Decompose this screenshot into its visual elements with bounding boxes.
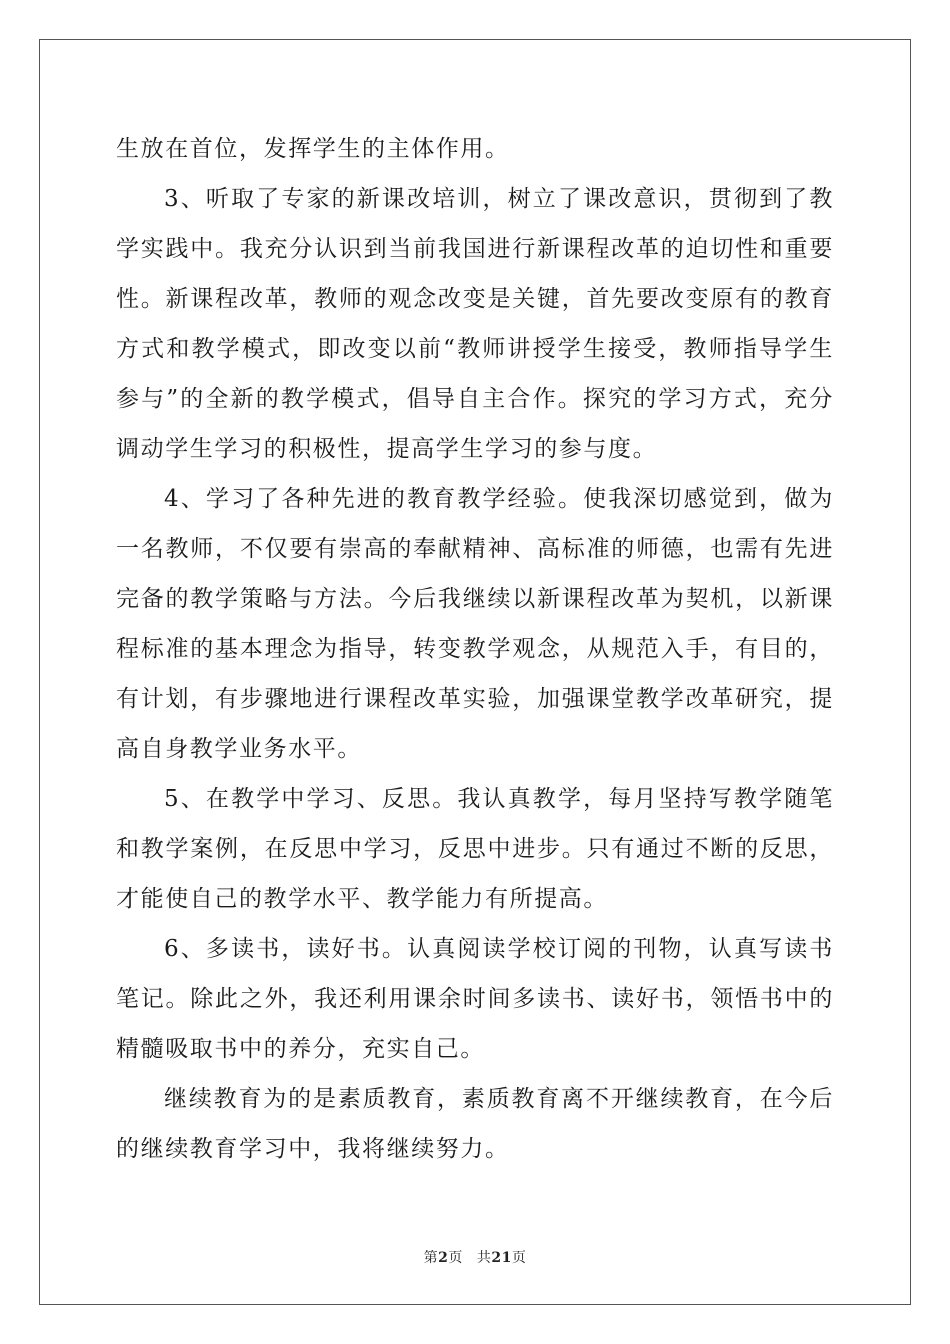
total-prefix: 共 (476, 1250, 492, 1266)
document-body (116, 124, 834, 1174)
page-number: 2 (438, 1250, 449, 1266)
paragraph: 4、学习了各种先进的教育教学经验。使我深切感觉到，做为一名教师，不仅要有崇高的奉献精神、高标准的师德，也需有先进完备的教学策略与方法。今后我继续以新课程改革为契机，以新课程标准的基本理念为指导，转变教学观念，从规范入手，有目的，有计划，有步骤地进行课程改革实验，加强课堂教学改革研究，提高自身教学业务水平。 (116, 486, 834, 762)
page-prefix: 第 (423, 1250, 439, 1266)
paragraph: 继续教育为的是素质教育，素质教育离不开继续教育，在今后的继续教育学习中，我将继续努力。 (116, 1086, 834, 1162)
paragraph: 6、多读书，读好书。认真阅读学校订阅的刊物，认真写读书笔记。除此之外，我还利用课余时间多读书、读好书，领悟书中的精髓吸取书中的养分，充实自己。 (116, 936, 834, 1062)
paragraph: 5、在教学中学习、反思。我认真教学，每月坚持写教学随笔和教学案例，在反思中学习，反思中进步。只有通过不断的反思，才能使自己的教学水平、教学能力有所提高。 (116, 786, 834, 912)
page-suffix: 页 (448, 1250, 463, 1266)
paragraph: 生放在首位，发挥学生的主体作用。 (116, 136, 510, 162)
page-footer (0, 1247, 950, 1267)
total-pages: 21 (491, 1250, 512, 1266)
paragraph: 3、听取了专家的新课改培训，树立了课改意识，贯彻到了教学实践中。我充分认识到当前我国进行新课程改革的迫切性和重要性。新课程改革，教师的观念改变是关键，首先要改变原有的教育方式和教学模式，即改变以前“教师讲授学生接受，教师指导学生参与”的全新的教学模式，倡导自主合作。探究的学习方式，充分调动学生学习的积极性，提高学生学习的参与度。 (116, 186, 834, 462)
total-suffix: 页 (511, 1250, 527, 1266)
